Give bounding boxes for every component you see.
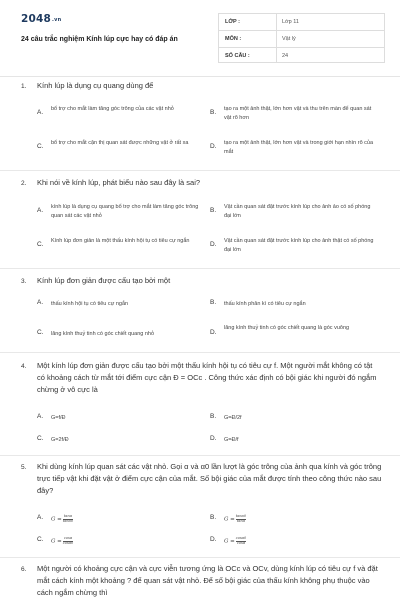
question-number: 3. bbox=[21, 278, 27, 285]
question-text: Khi dùng kính lúp quan sát các vật nhỏ. Gọi α và α0 lần lượt là góc trông của ảnh qua kính và góc trông trực tiếp vật khi đặt vật ở điểm cực cận của mắt. Số bội giác của mắt được tính theo công thức nào sau đây? bbox=[37, 462, 382, 495]
page-title: 24 câu trắc nghiệm Kính lúp cực hay có đáp án bbox=[21, 36, 178, 43]
question-divider bbox=[0, 557, 400, 558]
header-divider bbox=[0, 76, 400, 77]
question-divider bbox=[0, 170, 400, 171]
question-divider bbox=[0, 352, 400, 353]
question-text: Một người có khoảng cực cận và cực viễn tương ứng là OCc và OCv, dùng kính lúp có tiêu cự f và đặt mắt cách kính một khoảng ? để quan sát vật nhỏ. Để số bội giác của thấu kính không phụ thuộc vào cách ngắm chừng thì bbox=[37, 564, 378, 597]
question-text: Kính lúp là dụng cụ quang dùng để bbox=[37, 81, 154, 90]
question-divider bbox=[0, 268, 400, 269]
question-text: Một kính lúp đơn giản được cấu tạo bởi một thấu kính hội tụ có tiêu cự f. Một người mắt không có tật có khoảng cách từ mắt tới điểm cực cận Đ = OCc . Công thức xác định có bội giác khi người đó ngắm chừng ở vô cực là bbox=[37, 361, 377, 394]
question-number: 2. bbox=[21, 180, 27, 187]
site-logo[interactable]: 2048.vn bbox=[21, 13, 62, 25]
page-header bbox=[0, 0, 400, 80]
question-number: 5. bbox=[21, 464, 27, 471]
question-text: Khi nói về kính lúp, phát biểu nào sau đây là sai? bbox=[37, 178, 201, 187]
question-number: 6. bbox=[21, 566, 27, 573]
question-text: Kính lúp đơn giản được cấu tạo bởi một bbox=[37, 276, 171, 285]
meta-box bbox=[218, 13, 385, 63]
meta-subject: MÔN : Vật lý bbox=[219, 31, 384, 48]
question-divider bbox=[0, 455, 400, 456]
meta-class: LỚP : Lớp 11 bbox=[219, 14, 384, 31]
question-number: 1. bbox=[21, 83, 27, 90]
meta-count: SỐ CÂU : 24 bbox=[225, 53, 289, 59]
question-number: 4. bbox=[21, 363, 27, 370]
